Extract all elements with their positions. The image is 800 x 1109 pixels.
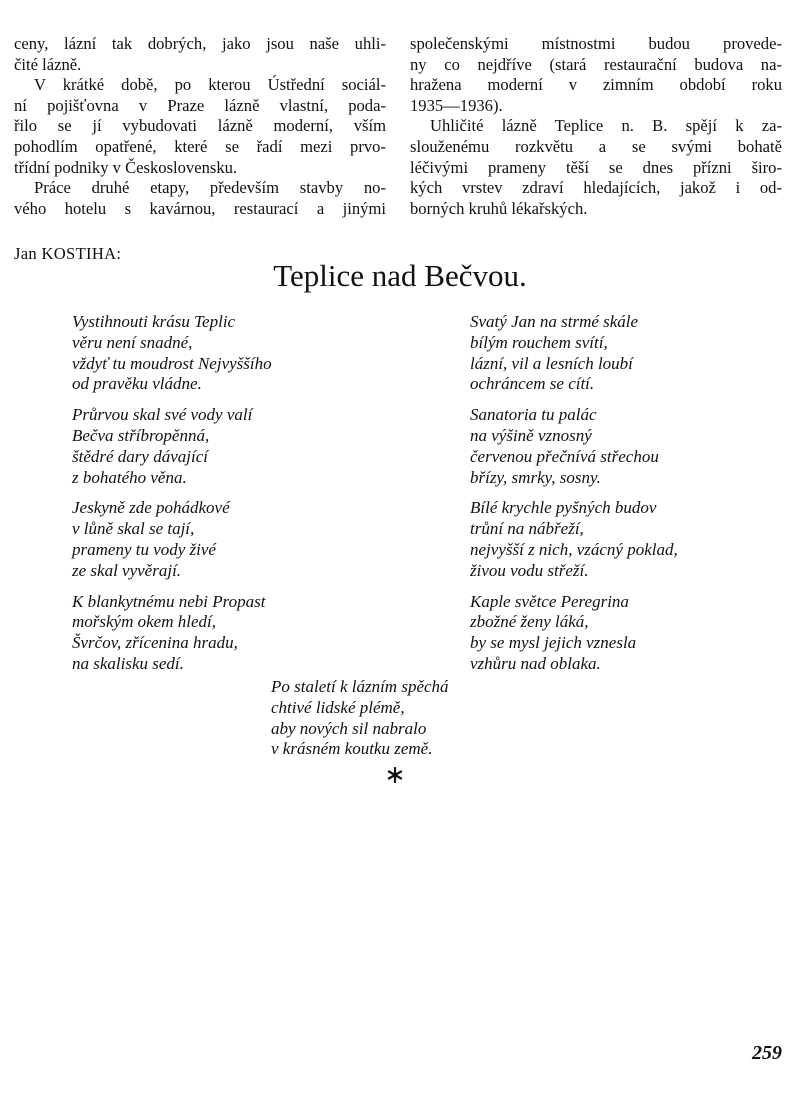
poem-stanza [470,312,678,395]
poem-stanza [72,592,272,675]
prose-line: pohodlím opatřené, které se řadí mezi prvo- [14,136,386,156]
poem-line: by se mysl jejich vznesla [470,633,637,653]
prose-line: V krátké době, po kterou Ústřední sociál- [34,75,386,95]
prose-paragraph [410,34,782,116]
poem-line: bílým rouchem svítí, [470,332,608,352]
poem-line: chtivé lidské plémě, [271,697,405,717]
prose-line: řilo se jí vybudovati lázně moderní, vším [14,116,386,136]
poem-column-left [72,312,272,685]
poem-line: živou vodu střeží. [470,560,589,580]
poem-line: z bohatého věna. [72,467,187,487]
prose-line: čité lázně. [14,54,82,74]
poem-title: Teplice nad Bečvou. [273,258,527,293]
prose-line: slouženému rozkvětu a se svými bohatě [410,136,782,156]
poem-line: zbožné ženy láká, [470,612,589,632]
poem-line: lázní, vil a lesních loubí [470,353,633,373]
poem-line: v lůně skal se tají, [72,519,195,539]
prose-line: společenskými místnostmi budou provede- [410,34,782,53]
poem-line: Svatý Jan na strmé skále [470,312,639,331]
poem-line: ze skal vyvěrají. [72,560,182,580]
prose-line: léčivými prameny těší se dnes přízni širo- [410,157,782,177]
poem-stanza [470,498,678,581]
prose-column-left [14,34,386,219]
prose-line: 1935—1936). [410,95,503,115]
prose-line: ny co nejdříve (stará restaurační budova na- [410,54,782,74]
poem-line: věru není snadné, [72,332,193,352]
prose-paragraph [14,34,386,75]
poem-line: Bílé krychle pyšných budov [470,498,657,518]
prose-paragraph [14,75,386,178]
poem-line: červenou přečnívá střechou [470,446,659,466]
poem-line: Švrčov, zřícenina hradu, [72,633,238,653]
poem-line: Průrvou skal své vody valí [72,405,253,425]
poem-stanza [470,405,678,488]
poem-line: Jeskyně zde pohádkové [72,498,230,518]
poem-line: Sanatoria tu palác [470,405,597,425]
prose-line: Práce druhé etapy, především stavby no- [34,178,386,198]
prose-paragraph [14,178,386,219]
poem-stanza [72,312,272,395]
star-separator-icon [386,766,404,784]
poem-line: nejvyšší z nich, vzácný poklad, [470,539,678,559]
poem-line: K blankytnému nebi Propast [72,591,266,611]
prose-line: ceny, lázní tak dobrých, jako jsou naše uhli- [14,34,386,53]
poem-line: vždyť tu moudrost Nejvyššího [72,353,272,373]
poem-line: prameny tu vody živé [72,539,216,559]
poem-line: vzhůru nad oblaka. [470,653,601,673]
prose-line: kých vrstev zdraví hledajících, jakož i od- [410,178,782,198]
prose-line: ní pojišťovna v Praze lázně vlastní, poda- [14,95,386,115]
poem-line: na výšině vznosný [470,425,592,445]
poem-line: štědré dary dávající [72,446,208,466]
poem-line: od pravěku vládne. [72,374,202,394]
poem-stanza [72,498,272,581]
prose-line: vého hotelu s kavárnou, restaurací a jinými [14,198,386,218]
author-name: Jan KOSTIHA: [14,244,122,263]
poem-final-stanza [271,677,449,760]
poem-stanza [470,592,678,675]
prose-line: hražena moderní v zimním období roku [410,75,782,95]
poem-line: Po staletí k lázním spěchá [271,677,449,696]
poem-line: na skalisku sedí. [72,653,184,673]
poem-line: Vystihnouti krásu Teplic [72,312,236,331]
page-number: 259 [752,1042,782,1064]
prose-column-right [410,34,782,219]
poem-line: aby nových sil nabralo [271,718,427,738]
poem-line: Bečva stříbropěnná, [72,425,210,445]
prose-paragraph [410,116,782,219]
poem-line: Kaple světce Peregrina [470,591,629,611]
prose-line: borných kruhů lékařských. [410,198,588,218]
poem-line: břízy, smrky, sosny. [470,467,601,487]
poem-stanza [72,405,272,488]
poem-line: mořským okem hledí, [72,612,216,632]
poem-line: ochráncem se cítí. [470,374,595,394]
poem-column-right [470,312,678,685]
prose-line: Uhličité lázně Teplice n. B. spějí k za- [430,116,782,136]
prose-line: třídní podniky v Československu. [14,157,238,177]
poem-line: trůní na nábřeží, [470,519,584,539]
poem-line: v krásném koutku země. [271,739,433,759]
